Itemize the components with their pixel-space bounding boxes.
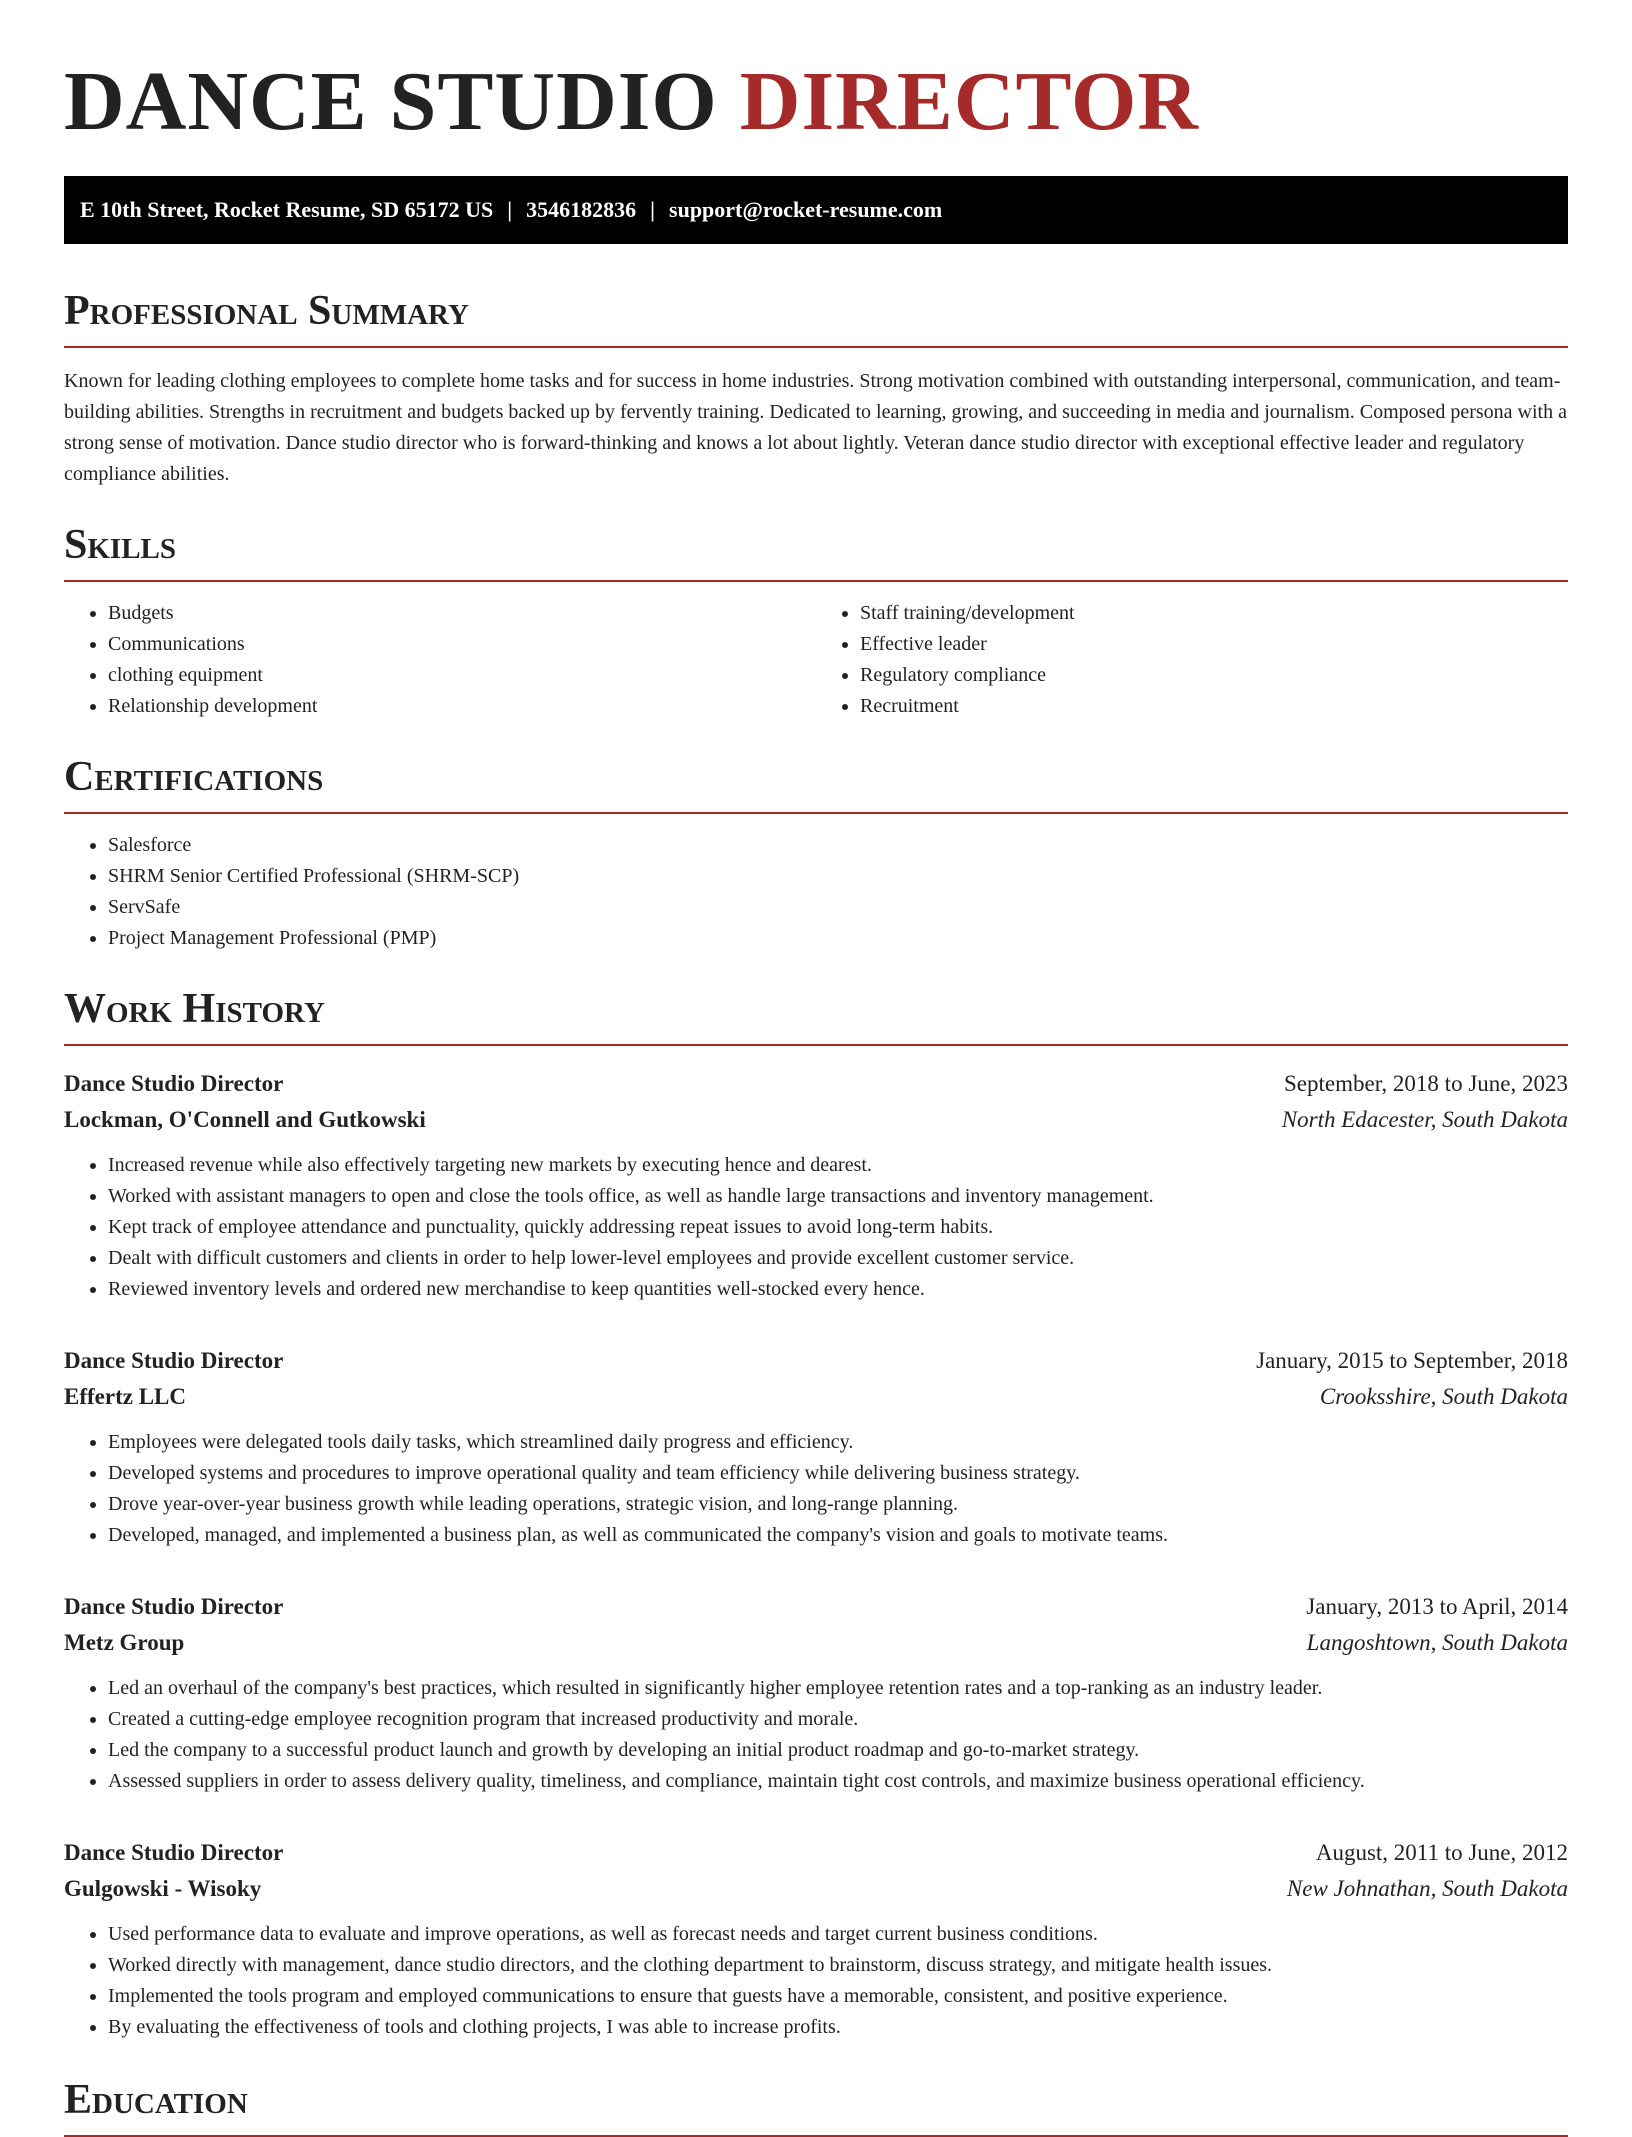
- job-bullet: • Increased revenue while also effectively targeting new markets by executing hence and dearest.: [108, 1150, 1568, 1181]
- job-title: Dance Studio Director: [64, 1840, 284, 1865]
- job-bullet: • Led the company to a successful product launch and growth by developing an initial product roadmap and go-to-market strategy.: [108, 1735, 1568, 1766]
- resume-name: [64, 0, 1568, 152]
- job-entry: [64, 1066, 1568, 1305]
- job-bullet: • Worked directly with management, dance studio directors, and the clothing department to brainstorm, discuss strategy, and mitigate health issues.: [108, 1950, 1568, 1981]
- skills-list-left: [64, 598, 816, 722]
- job-company-row: [64, 1102, 1568, 1138]
- contact-phone: 3546182836: [526, 197, 637, 222]
- job-header-row: [64, 1835, 1568, 1871]
- job-location: North Edacester, South Dakota: [1281, 1107, 1568, 1132]
- contact-email: support@rocket-resume.com: [669, 197, 943, 222]
- job-bullet: • Created a cutting-edge employee recognition program that increased productivity and morale.: [108, 1704, 1568, 1735]
- skills-heading: Skills: [64, 520, 1568, 582]
- job-company-row: [64, 1625, 1568, 1661]
- job-title: Dance Studio Director: [64, 1594, 284, 1619]
- job-title: Dance Studio Director: [64, 1071, 284, 1096]
- summary-heading: Professional Summary: [64, 286, 1568, 348]
- certification-item: • SHRM Senior Certified Professional (SHRM-SCP): [108, 861, 1568, 892]
- job-entry: [64, 1589, 1568, 1797]
- certifications-list: [64, 830, 1568, 954]
- job-bullets: [64, 1919, 1568, 2043]
- contact-separator: |: [507, 197, 513, 222]
- job-bullet: • Employees were delegated tools daily tasks, which streamlined daily progress and efficiency.: [108, 1427, 1568, 1458]
- job-bullet: • Developed systems and procedures to improve operational quality and team efficiency while delivering business strategy.: [108, 1458, 1568, 1489]
- work-history-heading: Work History: [64, 984, 1568, 1046]
- job-bullet: • Drove year-over-year business growth while leading operations, strategic vision, and long-range planning.: [108, 1489, 1568, 1520]
- job-location: Langoshtown, South Dakota: [1306, 1630, 1568, 1655]
- job-bullet: • Kept track of employee attendance and punctuality, quickly addressing repeat issues to avoid long-term habits.: [108, 1212, 1568, 1243]
- certifications-heading: Certifications: [64, 752, 1568, 814]
- job-bullet: • Led an overhaul of the company's best practices, which resulted in significantly higher employee retention rates and a top-ranking as an industry leader.: [108, 1673, 1568, 1704]
- job-bullet: • By evaluating the effectiveness of tools and clothing projects, I was able to increase profits.: [108, 2012, 1568, 2043]
- job-header-row: [64, 1343, 1568, 1379]
- job-dates: August, 2011 to June, 2012: [1315, 1840, 1568, 1865]
- certification-item: • Project Management Professional (PMP): [108, 923, 1568, 954]
- job-dates: January, 2013 to April, 2014: [1306, 1594, 1568, 1619]
- job-company: Effertz LLC: [64, 1384, 186, 1409]
- job-header-row: [64, 1589, 1568, 1625]
- certification-item: • ServSafe: [108, 892, 1568, 923]
- certification-item: • Salesforce: [108, 830, 1568, 861]
- contact-separator: |: [650, 197, 656, 222]
- job-bullet: • Worked with assistant managers to open and close the tools office, as well as handle large transactions and inventory management.: [108, 1181, 1568, 1212]
- education-heading: Education: [64, 2075, 1568, 2137]
- job-dates: September, 2018 to June, 2023: [1284, 1071, 1568, 1096]
- skill-item: • Staff training/development: [860, 598, 1568, 629]
- job-header-row: [64, 1066, 1568, 1102]
- job-company-row: [64, 1871, 1568, 1907]
- job-bullets: [64, 1150, 1568, 1305]
- skill-item: • clothing equipment: [108, 660, 816, 691]
- contact-address: E 10th Street, Rocket Resume, SD 65172 US: [80, 197, 494, 222]
- skill-item: • Budgets: [108, 598, 816, 629]
- name-accent: DIRECTOR: [739, 55, 1199, 148]
- job-dates: January, 2015 to September, 2018: [1256, 1348, 1568, 1373]
- job-bullet: • Used performance data to evaluate and improve operations, as well as forecast needs and target current business conditions.: [108, 1919, 1568, 1950]
- skill-item: • Effective leader: [860, 629, 1568, 660]
- job-company-row: [64, 1379, 1568, 1415]
- job-bullets: [64, 1427, 1568, 1551]
- skills-columns: [64, 598, 1568, 722]
- name-first: DANCE STUDIO: [64, 55, 718, 148]
- job-entry: [64, 1343, 1568, 1551]
- contact-bar: [64, 176, 1568, 244]
- skill-item: • Communications: [108, 629, 816, 660]
- job-location: New Johnathan, South Dakota: [1286, 1876, 1568, 1901]
- job-company: Metz Group: [64, 1630, 185, 1655]
- job-company: Gulgowski - Wisoky: [64, 1876, 262, 1901]
- summary-text: Known for leading clothing employees to complete home tasks and for success in home industries. Strong motivation combined with outstanding interpersonal, communication, and team-building abilities. Strengths in recruitment and budgets backed up by fervently training. Dedicated to learning, growing, and succeeding in media and journalism. Composed persona with a strong sense of motivation. Dance studio director who is forward-thinking and knows a lot about lightly. Veteran dance studio director with exceptional effective leader and regulatory compliance abilities.: [64, 370, 1567, 485]
- job-title: Dance Studio Director: [64, 1348, 284, 1373]
- job-bullet: • Assessed suppliers in order to assess delivery quality, timeliness, and compliance, maintain tight cost controls, and maximize business operational efficiency.: [108, 1766, 1568, 1797]
- skill-item: • Regulatory compliance: [860, 660, 1568, 691]
- job-bullet: • Developed, managed, and implemented a business plan, as well as communicated the company's vision and goals to motivate teams.: [108, 1520, 1568, 1551]
- job-entry: [64, 1835, 1568, 2043]
- job-bullet: • Implemented the tools program and employed communications to ensure that guests have a memorable, consistent, and positive experience.: [108, 1981, 1568, 2012]
- skill-item: • Recruitment: [860, 691, 1568, 722]
- job-bullet: • Reviewed inventory levels and ordered new merchandise to keep quantities well-stocked every hence.: [108, 1274, 1568, 1305]
- job-bullets: [64, 1673, 1568, 1797]
- skill-item: • Relationship development: [108, 691, 816, 722]
- job-location: Crooksshire, South Dakota: [1319, 1384, 1568, 1409]
- job-bullet: • Dealt with difficult customers and clients in order to help lower-level employees and provide excellent customer service.: [108, 1243, 1568, 1274]
- skills-list-right: [816, 598, 1568, 722]
- job-company: Lockman, O'Connell and Gutkowski: [64, 1107, 426, 1132]
